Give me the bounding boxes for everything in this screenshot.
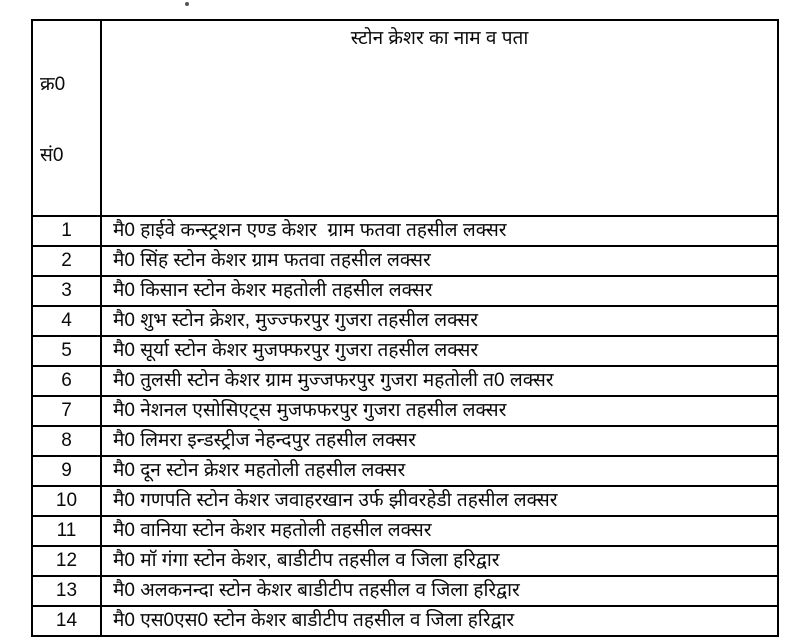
- stone-crusher-table: [31, 19, 779, 637]
- serial-header-line2: सं0: [40, 144, 64, 166]
- table-row: [32, 216, 778, 246]
- serial-header-line1: क्र0: [40, 73, 66, 95]
- serial-cell: 12: [32, 546, 101, 576]
- name-cell: मै0 सूर्या स्टोन केशर मुजफ्फरपुर गुजरा तहसील लक्सर: [101, 336, 778, 366]
- name-cell: मै0 लिमरा इन्डस्ट्रीज नेहन्दपुर तहसील लक्सर: [101, 426, 778, 456]
- name-cell: मै0 शुभ स्टोन क्रेशर, मुज्ज्फरपुर गुजरा तहसील लक्सर: [101, 306, 778, 336]
- table-row: [32, 606, 778, 636]
- serial-cell: 10: [32, 486, 101, 516]
- serial-cell: 6: [32, 366, 101, 396]
- serial-cell: 2: [32, 246, 101, 276]
- table-row: [32, 246, 778, 276]
- serial-cell: 1: [32, 216, 101, 246]
- table-row: [32, 396, 778, 426]
- table-row: [32, 546, 778, 576]
- serial-cell: 4: [32, 306, 101, 336]
- table-body: [32, 20, 778, 636]
- serial-cell: 13: [32, 576, 101, 606]
- table-row: [32, 426, 778, 456]
- name-cell: मै0 किसान स्टोन केशर महतोली तहसील लक्सर: [101, 276, 778, 306]
- name-cell: मै0 दून स्टोन क्रेशर महतोली तहसील लक्सर: [101, 456, 778, 486]
- table-row: [32, 456, 778, 486]
- serial-cell: 9: [32, 456, 101, 486]
- serial-cell: 3: [32, 276, 101, 306]
- header-row: [32, 20, 778, 216]
- name-cell: मै0 गणपति स्टोन केशर जवाहरखान उर्फ झीवरहेडी तहसील लक्सर: [101, 486, 778, 516]
- name-cell: मै0 नेशनल एसोसिएट्स मुजफफरपुर गुजरा तहसील लक्सर: [101, 396, 778, 426]
- stray-ink-mark: [185, 2, 189, 6]
- serial-header-cell: [32, 20, 101, 216]
- table-row: [32, 486, 778, 516]
- name-cell: मै0 अलकनन्दा स्टोन केशर बाडीटीप तहसील व जिला हरिद्वार: [101, 576, 778, 606]
- table-row: [32, 306, 778, 336]
- table-row: [32, 336, 778, 366]
- table-title-cell: स्टोन क्रेशर का नाम व पता: [101, 20, 778, 216]
- table-row: [32, 366, 778, 396]
- name-cell: मै0 मॉ गंगा स्टोन केशर, बाडीटीप तहसील व जिला हरिद्वार: [101, 546, 778, 576]
- serial-cell: 7: [32, 396, 101, 426]
- table-row: [32, 516, 778, 546]
- name-cell: मै0 सिंह स्टोन केशर ग्राम फतवा तहसील लक्सर: [101, 246, 778, 276]
- table-row: [32, 276, 778, 306]
- serial-cell: 11: [32, 516, 101, 546]
- name-cell: मै0 वानिया स्टोन केशर महतोली तहसील लक्सर: [101, 516, 778, 546]
- serial-cell: 14: [32, 606, 101, 636]
- serial-cell: 5: [32, 336, 101, 366]
- name-cell: मै0 एस0एस0 स्टोन केशर बाडीटीप तहसील व जिला हरिद्वार: [101, 606, 778, 636]
- name-cell: मै0 हाईवे कन्स्ट्रशन एण्ड केशर ग्राम फतवा तहसील लक्सर: [101, 216, 778, 246]
- name-cell: मै0 तुलसी स्टोन केशर ग्राम मुज्जफरपुर गुजरा महतोली त0 लक्सर: [101, 366, 778, 396]
- serial-cell: 8: [32, 426, 101, 456]
- table-row: [32, 576, 778, 606]
